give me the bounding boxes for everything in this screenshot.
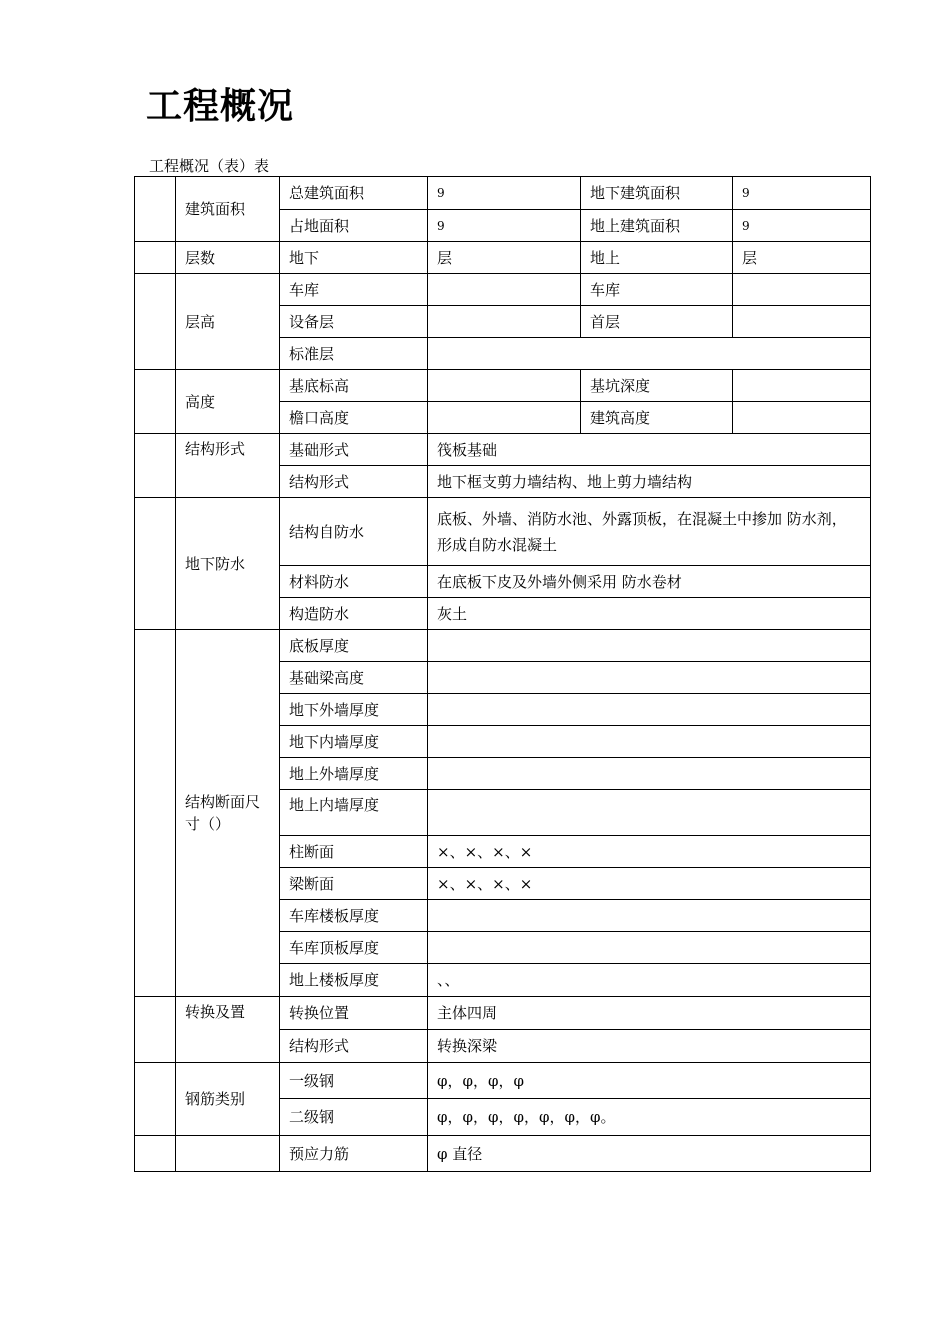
field-label: 地上外墙厚度 — [280, 758, 428, 790]
table-row — [135, 274, 871, 306]
field-value: 9 — [733, 177, 871, 210]
field-label: 车库 — [581, 274, 733, 306]
field-label: 总建筑面积 — [280, 177, 428, 210]
index-cell — [135, 1136, 176, 1172]
field-value — [428, 726, 871, 758]
field-label: 结构形式 — [280, 1030, 428, 1063]
field-label: 占地面积 — [280, 210, 428, 242]
table-row — [135, 498, 871, 566]
field-label: 地下内墙厚度 — [280, 726, 428, 758]
field-label: 标准层 — [280, 338, 428, 370]
field-label: 二级钢 — [280, 1099, 428, 1136]
field-label: 地上建筑面积 — [581, 210, 733, 242]
field-label: 首层 — [581, 306, 733, 338]
field-label: 地上楼板厚度 — [280, 964, 428, 997]
field-value — [428, 370, 581, 402]
index-cell — [135, 1063, 176, 1136]
field-value: ×、×、×、× — [428, 836, 871, 868]
field-value: 地下框支剪力墙结构、地上剪力墙结构 — [428, 466, 871, 498]
field-label: 材料防水 — [280, 566, 428, 598]
field-label: 预应力筋 — [280, 1136, 428, 1172]
table-row — [135, 434, 871, 466]
field-value: 9 — [428, 177, 581, 210]
field-value — [428, 662, 871, 694]
field-value — [428, 338, 871, 370]
field-value — [428, 402, 581, 434]
group-label: 建筑面积 — [176, 177, 280, 242]
index-cell — [135, 997, 176, 1063]
field-value — [428, 932, 871, 964]
field-value: 转换深梁 — [428, 1030, 871, 1063]
field-value — [428, 900, 871, 932]
table-caption: 工程概况（表）表 — [149, 157, 270, 175]
field-label: 一级钢 — [280, 1063, 428, 1099]
field-value — [428, 274, 581, 306]
field-label: 檐口高度 — [280, 402, 428, 434]
field-label: 底板厚度 — [280, 630, 428, 662]
group-label: 高度 — [176, 370, 280, 434]
field-value: 、、 — [428, 964, 871, 997]
group-label: 钢筋类别 — [176, 1063, 280, 1136]
field-label: 结构自防水 — [280, 498, 428, 566]
field-label: 地下 — [280, 242, 428, 274]
field-value: 灰土 — [428, 598, 871, 630]
index-cell — [135, 242, 176, 274]
field-value — [428, 306, 581, 338]
table-row — [135, 630, 871, 662]
field-label: 地上内墙厚度 — [280, 790, 428, 836]
field-label: 建筑高度 — [581, 402, 733, 434]
field-value: 9 — [428, 210, 581, 242]
field-value: 9 — [733, 210, 871, 242]
field-label: 地下建筑面积 — [581, 177, 733, 210]
field-value — [428, 758, 871, 790]
group-label: 转换及置 — [176, 997, 280, 1063]
field-value: φ，φ，φ，φ，φ，φ，φ。 — [428, 1099, 871, 1136]
field-value: 层 — [733, 242, 871, 274]
field-label: 柱断面 — [280, 836, 428, 868]
field-label: 地下外墙厚度 — [280, 694, 428, 726]
table-row — [135, 370, 871, 402]
field-label: 基础形式 — [280, 434, 428, 466]
field-value: φ 直径 — [428, 1136, 871, 1172]
field-value: 主体四周 — [428, 997, 871, 1030]
field-label: 结构形式 — [280, 466, 428, 498]
group-label: 层高 — [176, 274, 280, 370]
index-cell — [135, 274, 176, 370]
field-value: 底板、外墙、消防水池、外露顶板，在混凝土中掺加 防水剂，形成自防水混凝土 — [428, 498, 871, 566]
field-value: φ，φ，φ，φ — [428, 1063, 871, 1099]
table-row — [135, 997, 871, 1030]
field-label: 地上 — [581, 242, 733, 274]
field-label: 车库楼板厚度 — [280, 900, 428, 932]
group-label: 层数 — [176, 242, 280, 274]
field-label: 基底标高 — [280, 370, 428, 402]
field-label: 设备层 — [280, 306, 428, 338]
page-title: 工程概况 — [146, 86, 295, 127]
group-label — [176, 1136, 280, 1172]
field-label: 梁断面 — [280, 868, 428, 900]
table-row — [135, 242, 871, 274]
project-overview-table — [134, 176, 871, 1172]
index-cell — [135, 498, 176, 630]
group-label: 地下防水 — [176, 498, 280, 630]
field-label: 构造防水 — [280, 598, 428, 630]
index-cell — [135, 370, 176, 434]
field-label: 转换位置 — [280, 997, 428, 1030]
field-label: 车库顶板厚度 — [280, 932, 428, 964]
field-value — [733, 306, 871, 338]
field-label: 车库 — [280, 274, 428, 306]
field-value — [733, 370, 871, 402]
field-value — [428, 790, 871, 836]
index-cell — [135, 630, 176, 997]
field-label: 基础梁高度 — [280, 662, 428, 694]
field-value: 在底板下皮及外墙外侧采用 防水卷材 — [428, 566, 871, 598]
index-cell — [135, 434, 176, 498]
field-value: 层 — [428, 242, 581, 274]
field-value: ×、×、×、× — [428, 868, 871, 900]
table-row — [135, 177, 871, 210]
field-label: 基坑深度 — [581, 370, 733, 402]
field-value — [733, 274, 871, 306]
field-value: 筏板基础 — [428, 434, 871, 466]
group-label: 结构断面尺寸（） — [176, 630, 280, 997]
table-row — [135, 1136, 871, 1172]
field-value — [428, 694, 871, 726]
field-value — [428, 630, 871, 662]
index-cell — [135, 177, 176, 242]
table-row — [135, 1063, 871, 1099]
field-value — [733, 402, 871, 434]
group-label: 结构形式 — [176, 434, 280, 498]
